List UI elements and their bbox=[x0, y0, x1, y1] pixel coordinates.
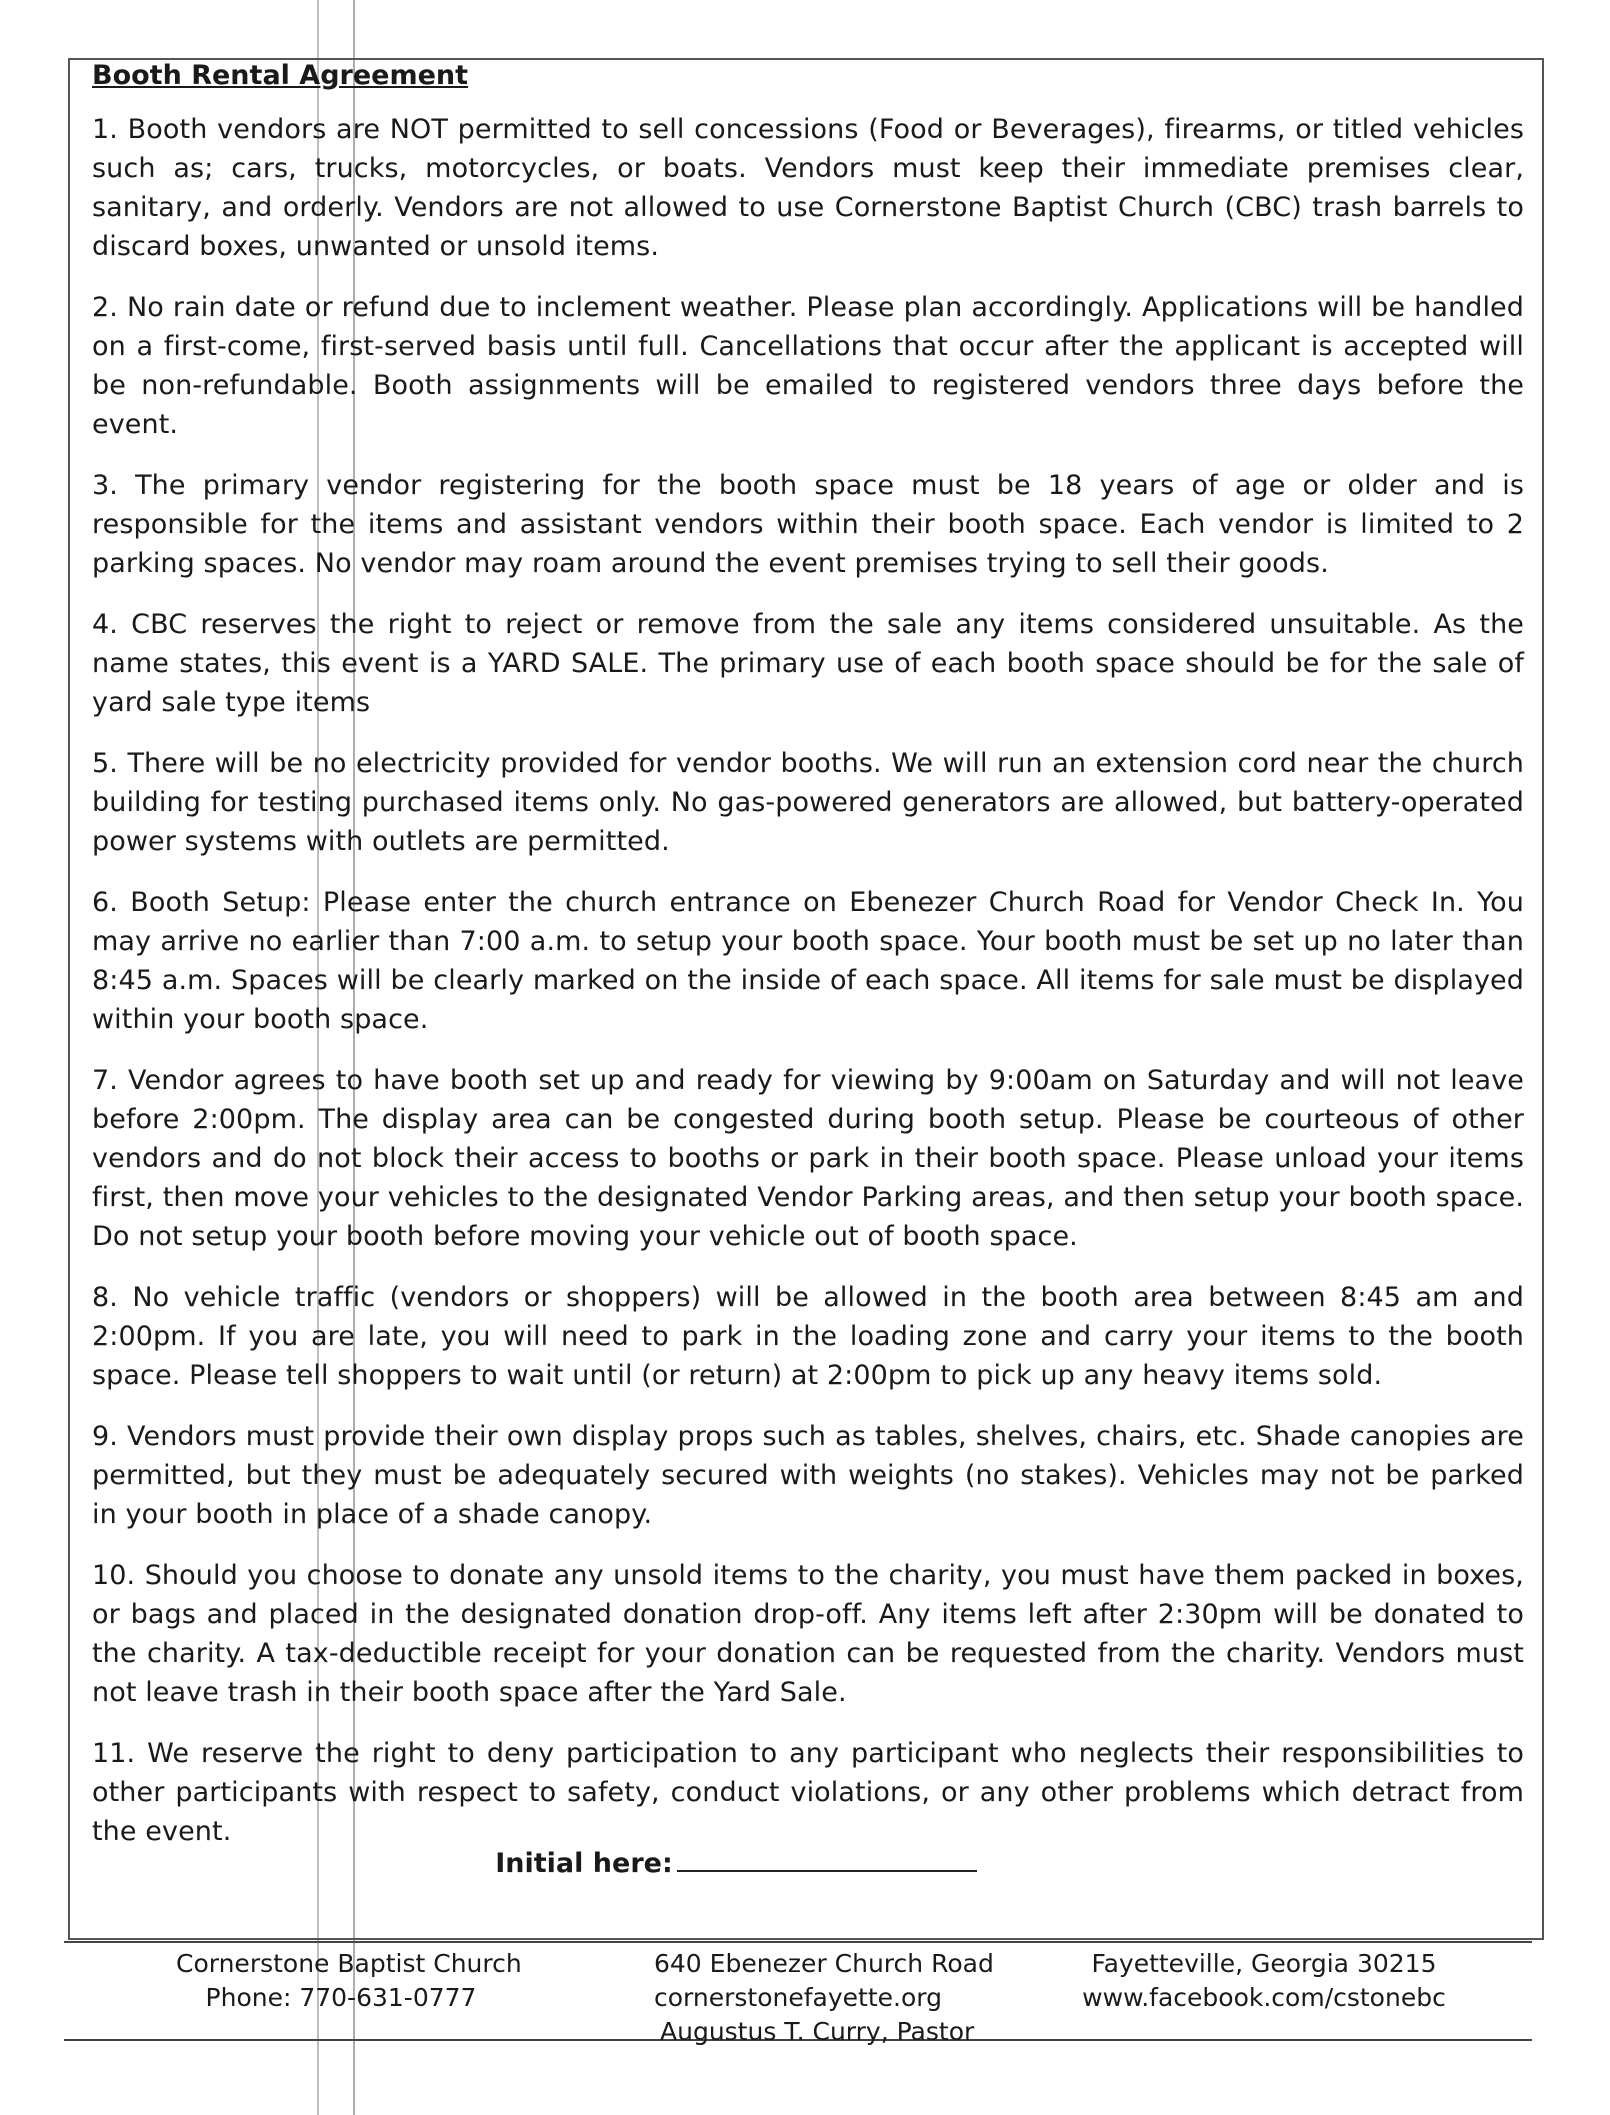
rule-paragraph-9: 9. Vendors must provide their own display props such as tables, shelves, chairs, etc. Shade canopies are permitted, but they must be adequately secured with weights (no stakes). Vehicles may not be parked in your booth in place of a shade canopy. bbox=[92, 1421, 1524, 1530]
initial-label: Initial here: bbox=[495, 1848, 673, 1879]
footer-phone: Phone: 770-631-0777 bbox=[205, 1983, 477, 2012]
rule-paragraph-5: 5. There will be no electricity provided for vendor booths. We will run an extension cord near the church building for testing purchased items only. No gas-powered generators are allowed, but battery-operated power systems with outlets are permitted. bbox=[92, 748, 1524, 857]
rule-paragraph-11: 11. We reserve the right to deny participation to any participant who neglects their responsibilities to other participants with respect to safety, conduct violations, or any other problems which detract from the event. bbox=[92, 1738, 1524, 1847]
rule-paragraph-2: 2. No rain date or refund due to inclement weather. Please plan accordingly. Applications will be handled on a first-come, first-served basis until full. Cancellations that occur after the applicant is accepted will be non-refundable. Booth assignments will be emailed to registered vendors three days before the event. bbox=[92, 292, 1524, 440]
footer-church-name: Cornerstone Baptist Church bbox=[176, 1949, 522, 1978]
footer-city: Fayetteville, Georgia 30215 bbox=[1091, 1949, 1437, 1978]
footer-website: cornerstonefayette.org bbox=[654, 1983, 942, 2012]
footer-city-column bbox=[1064, 1947, 1464, 2015]
footer-address: 640 Ebenezer Church Road bbox=[654, 1949, 994, 1978]
footer-facebook: www.facebook.com/cstonebc bbox=[1082, 1983, 1446, 2012]
rule-paragraph-7: 7. Vendor agrees to have booth set up and ready for viewing by 9:00am on Saturday and will not leave before 2:00pm. The display area can be congested during booth setup. Please be courteous of other vendors and do not block their access to booths or park in their booth space. Please unload your items first, then move your vehicles to the designated Vendor Parking areas, and then setup your booth space. Do not setup your booth before moving your vehicle out of booth space. bbox=[92, 1065, 1524, 1252]
rule-paragraph-4: 4. CBC reserves the right to reject or remove from the sale any items considered unsuitable. As the name states, this event is a YARD SALE. The primary use of each booth space should be for the sale of yard sale type items bbox=[92, 609, 1524, 718]
footer-address-column bbox=[654, 1947, 1034, 2049]
footer-pastor: Augustus T. Curry, Pastor bbox=[660, 2017, 975, 2046]
rule-paragraph-3: 3. The primary vendor registering for the booth space must be 18 years of age or older and is responsible for the items and assistant vendors within their booth space. Each vendor is limited to 2 parking spaces. No vendor may roam around the event premises trying to sell their goods. bbox=[92, 470, 1524, 579]
document-title: Booth Rental Agreement bbox=[92, 60, 469, 91]
initial-signature-line bbox=[677, 1844, 977, 1872]
footer-church-column bbox=[176, 1947, 522, 2015]
initial-row bbox=[0, 1844, 1472, 1879]
rule-paragraph-8: 8. No vehicle traffic (vendors or shoppers) will be allowed in the booth area between 8:45 am and 2:00pm. If you are late, you will need to park in the loading zone and carry your items to the booth space. Please tell shoppers to wait until (or return) at 2:00pm to pick up any heavy items sold. bbox=[92, 1282, 1524, 1391]
rule-paragraph-1: 1. Booth vendors are NOT permitted to sell concessions (Food or Beverages), firearms, or titled vehicles such as; cars, trucks, motorcycles, or boats. Vendors must keep their immediate premises clear, sanitary, and orderly. Vendors are not allowed to use Cornerstone Baptist Church (CBC) trash barrels to discard boxes, unwanted or unsold items. bbox=[92, 114, 1524, 262]
footer bbox=[64, 1941, 1532, 2046]
document-body bbox=[92, 60, 1524, 1873]
document-frame bbox=[68, 58, 1544, 1940]
rule-paragraph-6: 6. Booth Setup: Please enter the church entrance on Ebenezer Church Road for Vendor Check In. You may arrive no earlier than 7:00 a.m. to setup your booth space. Your booth must be set up no later than 8:45 a.m. Spaces will be clearly marked on the inside of each space. All items for sale must be displayed within your booth space. bbox=[92, 887, 1524, 1035]
rule-paragraph-10: 10. Should you choose to donate any unsold items to the charity, you must have them packed in boxes, or bags and placed in the designated donation drop-off. Any items left after 2:30pm will be donated to the charity. A tax-deductible receipt for your donation can be requested from the charity. Vendors must not leave trash in their booth space after the Yard Sale. bbox=[92, 1560, 1524, 1708]
